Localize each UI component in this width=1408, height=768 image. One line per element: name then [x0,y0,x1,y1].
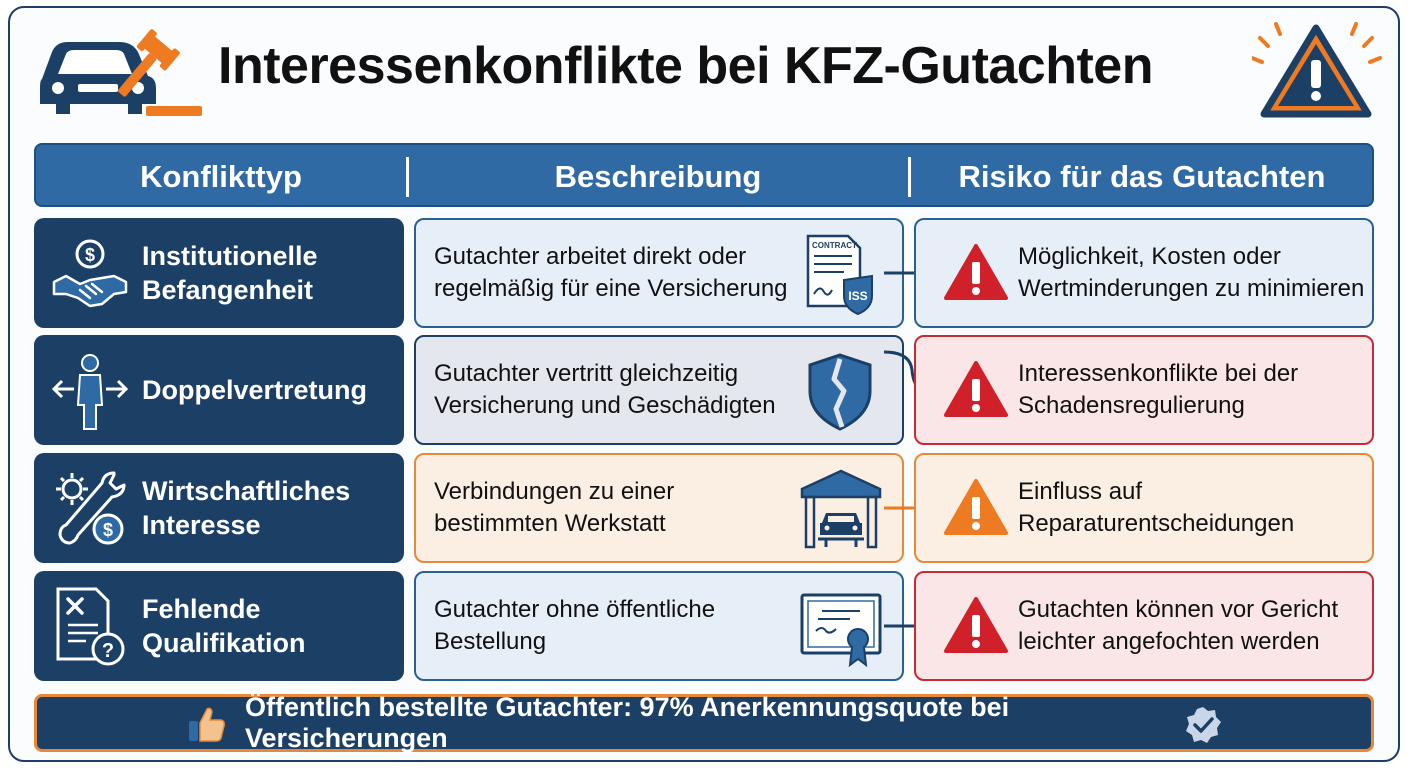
warning-triangle-icon [944,595,1008,655]
contract-label: CONTRACT [812,241,857,250]
risk-cell [914,571,1374,681]
warning-triangle-icon [944,477,1008,537]
conflict-type-cell [34,335,404,445]
footer-text: Öffentlich bestellte Gutachter: 97% Anerkennungsquote bei Versicherungen [245,692,1010,753]
description-cell [414,335,904,445]
risk-cell [914,218,1374,328]
description-cell [414,453,904,563]
risk-text: Gutachten können vor Gericht leichter angefochten werden [1018,596,1339,655]
svg-text:$: $ [84,245,96,265]
warning-triangle-icon [944,242,1008,302]
document-question-icon [50,585,130,667]
gear-wrench-dollar-icon [50,467,130,549]
risk-text: Interessenkonflikte bei der Schadensregulierung [1018,360,1299,419]
risk-text: Einfluss auf Reparaturentscheidungen [1018,478,1295,537]
conflict-type-label: Institutionelle Befangenheit [142,241,318,305]
column-header-bar [34,143,1374,207]
person-split-arrows-icon [50,349,130,431]
svg-text:?: ? [101,640,115,662]
risk-cell [914,335,1374,445]
description-text: Gutachter ohne öffentliche Bestellung [434,596,716,655]
page-title: Interessenkonflikte bei KFZ-Gutachten [218,37,1153,95]
table-row [34,335,1374,445]
column-header-type: Konflikttyp [140,159,302,194]
certificate-icon [796,585,886,669]
description-cell [414,571,904,681]
car-gavel-icon [34,24,209,119]
conflict-type-label: Doppelvertretung [142,375,368,405]
description-text: Gutachter vertritt gleichzeitig Versicherung und Geschädigten [434,360,776,419]
conflict-type-label: Wirtschaftliches Interesse [142,476,351,540]
check-badge-icon [1183,705,1223,745]
garage-icon [796,467,886,551]
svg-text:$: $ [102,520,114,540]
risk-cell [914,453,1374,563]
conflict-type-cell [34,571,404,681]
footer-banner [34,694,1374,752]
description-text: Verbindungen zu einer bestimmten Werkstatt [434,478,675,537]
thumbs-up-icon [187,705,227,743]
insurance-badge-label: ISS [848,289,868,303]
column-header-risk: Risiko für das Gutachten [958,159,1326,194]
risk-text: Möglichkeit, Kosten oder Wertminderungen zu minimieren [1018,243,1365,302]
handshake-dollar-icon [50,232,130,314]
description-cell [414,218,904,328]
header [0,0,1408,140]
conflict-type-label: Fehlende Qualifikation [142,594,306,658]
table-row [34,571,1374,681]
conflict-type-cell [34,218,404,328]
warning-triangle-icon [944,359,1008,419]
table-row [34,218,1374,328]
column-header-description: Beschreibung [554,159,762,194]
contract-insurance-icon [796,232,886,316]
broken-shield-icon [796,349,886,433]
table-row [34,453,1374,563]
conflict-type-cell [34,453,404,563]
description-text: Gutachter arbeitet direkt oder regelmäßig für eine Versicherung [434,243,788,302]
warning-triangle-icon [1252,20,1382,125]
